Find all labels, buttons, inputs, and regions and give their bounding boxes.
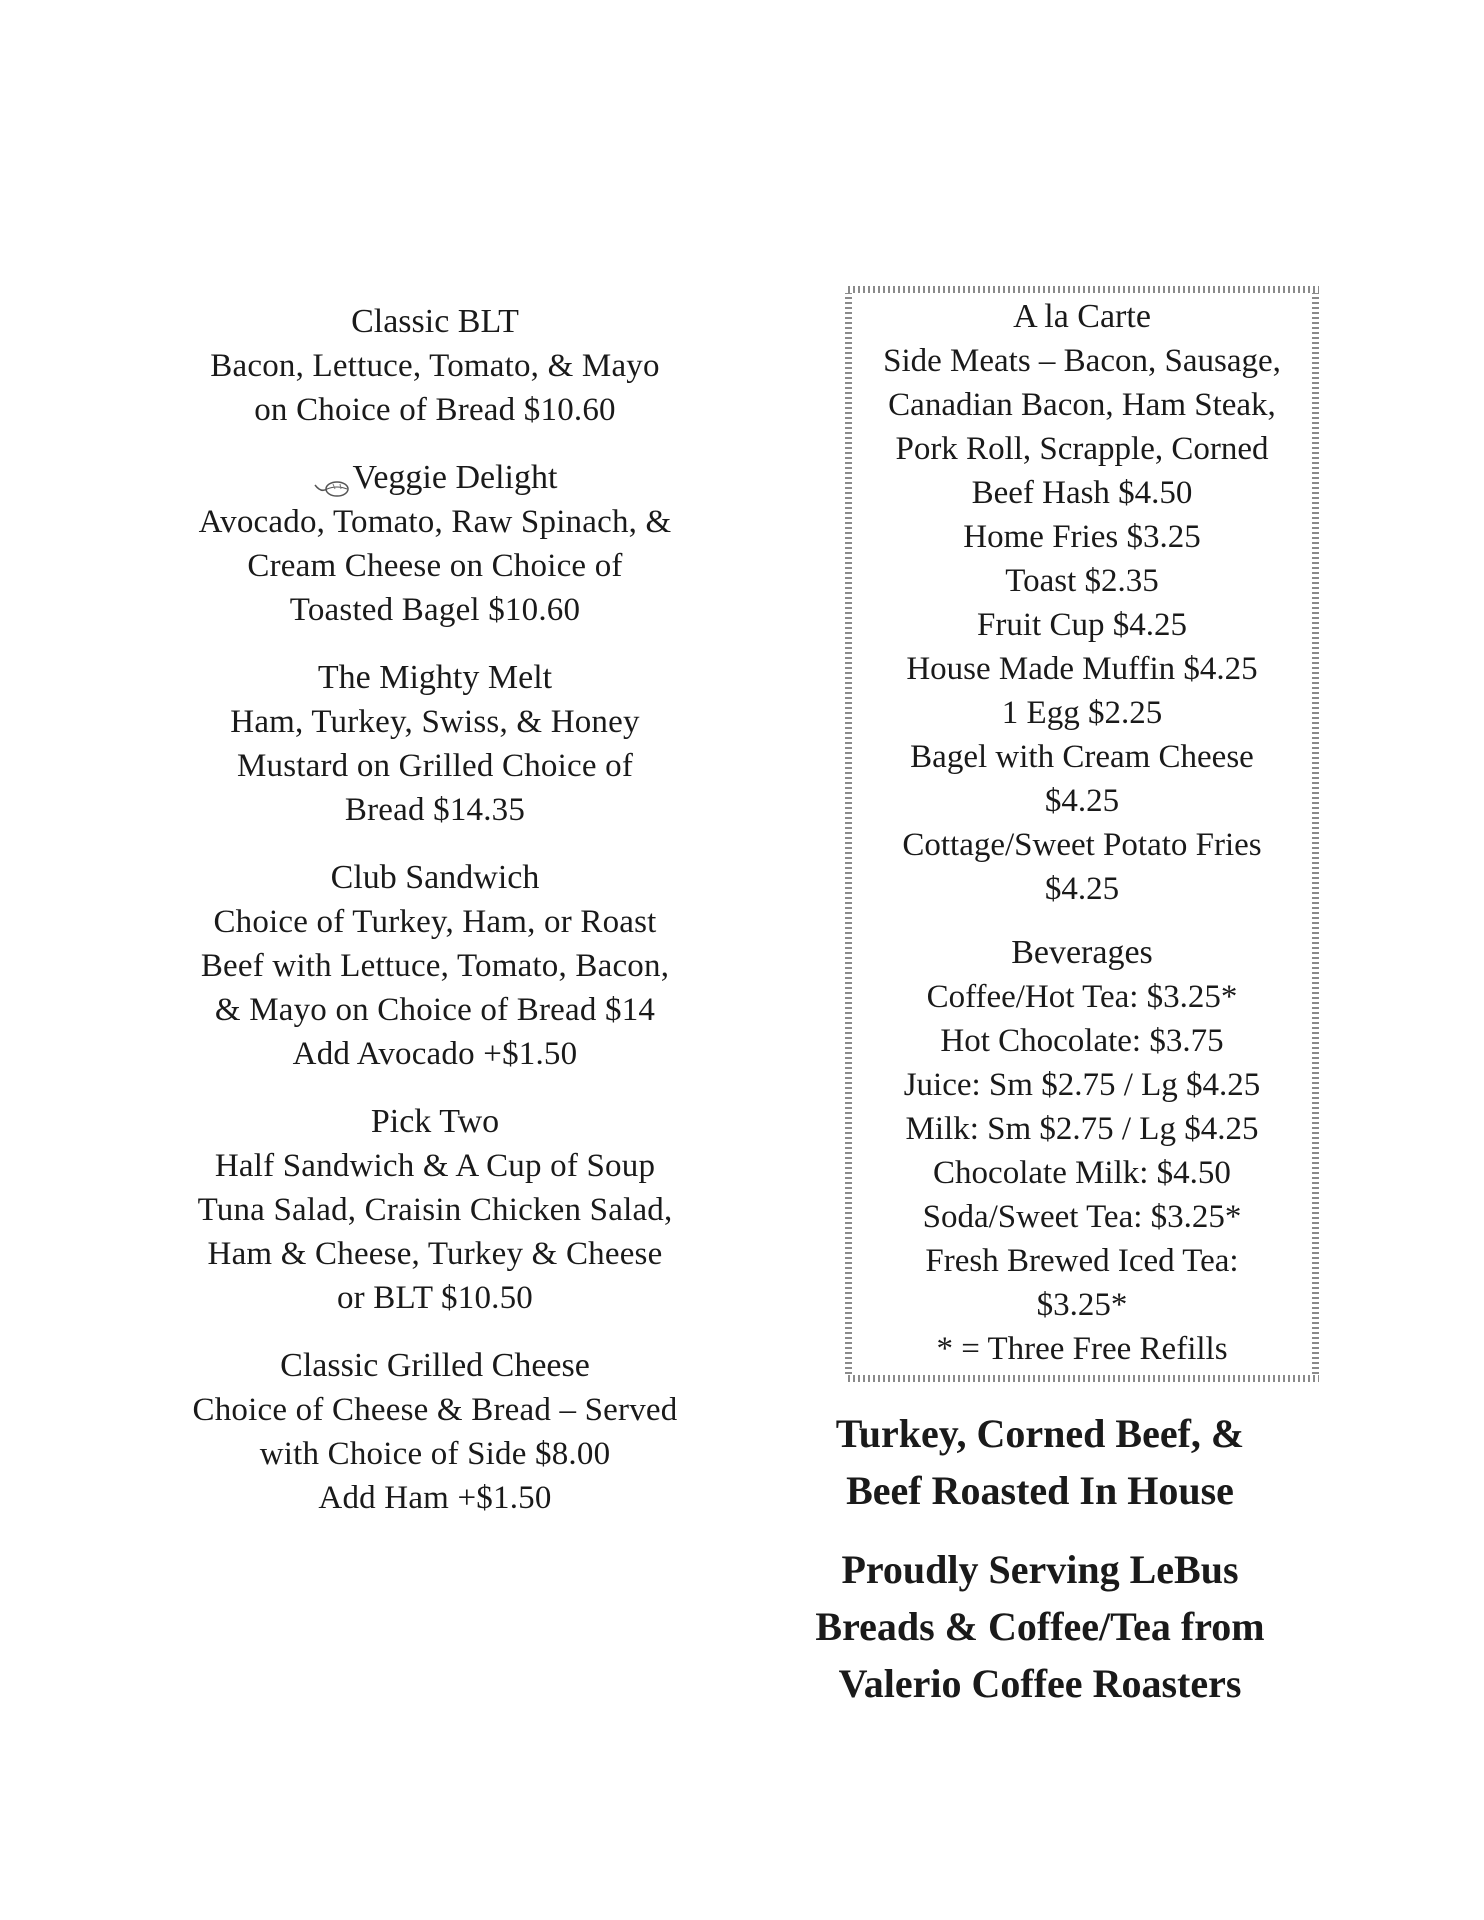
beverage-line: Milk: Sm $2.75 / Lg $4.25 — [905, 1111, 1259, 1147]
beverage-line: Chocolate Milk: $4.50 — [933, 1155, 1231, 1191]
item-description: with Choice of Side $8.00 — [259, 1436, 611, 1472]
a-la-carte-line: Beef Hash $4.50 — [971, 475, 1193, 511]
beverage-line: Fresh Brewed Iced Tea: — [925, 1243, 1239, 1279]
item-description: Ham & Cheese, Turkey & Cheese — [207, 1236, 663, 1272]
a-la-carte-line: $4.25 — [1044, 783, 1120, 819]
a-la-carte-line: Toast $2.35 — [1005, 563, 1159, 599]
item-description: Cream Cheese on Choice of — [247, 548, 623, 584]
house-notes — [780, 1405, 1300, 1734]
item-description: Choice of Cheese & Bread – Served — [192, 1392, 678, 1428]
item-description: Choice of Turkey, Ham, or Roast — [213, 904, 657, 940]
item-description: & Mayo on Choice of Bread $14 — [214, 992, 656, 1028]
a-la-carte-line: Pork Roll, Scrapple, Corned — [895, 431, 1269, 467]
item-description: Half Sandwich & A Cup of Soup — [214, 1148, 656, 1184]
beverages-title: Beverages — [1011, 934, 1153, 971]
item-description: Beef with Lettuce, Tomato, Bacon, — [200, 948, 670, 984]
item-title: Pick Two — [370, 1103, 500, 1140]
a-la-carte-line: Fruit Cup $4.25 — [977, 607, 1187, 643]
a-la-carte-title: A la Carte — [1013, 298, 1151, 335]
a-la-carte-line: House Made Muffin $4.25 — [906, 651, 1258, 687]
a-la-carte-line: Cottage/Sweet Potato Fries — [902, 827, 1262, 863]
item-title: Classic Grilled Cheese — [280, 1347, 590, 1384]
a-la-carte-line: Canadian Bacon, Ham Steak, — [888, 387, 1276, 423]
a-la-carte-line: Bagel with Cream Cheese — [910, 739, 1254, 775]
menu-item-club-sandwich — [130, 856, 740, 1076]
refills-note: * = Three Free Refills — [936, 1331, 1228, 1367]
a-la-carte-line: Side Meats – Bacon, Sausage, — [883, 343, 1281, 379]
a-la-carte-box — [845, 286, 1319, 1382]
item-description: or BLT $10.50 — [336, 1280, 534, 1316]
menu-item-mighty-melt — [130, 656, 740, 832]
beverage-line: Hot Chocolate: $3.75 — [940, 1023, 1224, 1059]
item-title: Classic BLT — [351, 303, 519, 340]
menu-item-veggie-delight — [130, 456, 740, 632]
item-description: Toasted Bagel $10.60 — [289, 592, 581, 628]
suppliers-note: Proudly Serving LeBus Breads & Coffee/Tea from Valerio Coffee Roasters — [815, 1547, 1265, 1706]
item-description: Add Ham +$1.50 — [318, 1480, 552, 1516]
item-title: The Mighty Melt — [317, 659, 553, 696]
item-description: Tuna Salad, Craisin Chicken Salad, — [197, 1192, 673, 1228]
item-title: Veggie Delight — [352, 459, 558, 496]
a-la-carte-line: Home Fries $3.25 — [963, 519, 1201, 555]
menu-item-classic-grilled-cheese — [130, 1344, 740, 1520]
menu-item-pick-two — [130, 1100, 740, 1320]
roasted-in-house-note: Turkey, Corned Beef, & Beef Roasted In House — [835, 1411, 1245, 1513]
item-description: on Choice of Bread $10.60 — [254, 392, 616, 428]
item-description: Mustard on Grilled Choice of — [236, 748, 634, 784]
vegetarian-leaf-icon — [313, 467, 351, 487]
item-description: Bread $14.35 — [344, 792, 526, 828]
beverage-line: Coffee/Hot Tea: $3.25* — [926, 979, 1238, 1015]
item-description: Bacon, Lettuce, Tomato, & Mayo — [210, 348, 660, 384]
beverage-line: Soda/Sweet Tea: $3.25* — [922, 1199, 1242, 1235]
item-description: Avocado, Tomato, Raw Spinach, & — [198, 504, 672, 540]
beverage-line: $3.25* — [1036, 1287, 1128, 1323]
sandwich-menu-column — [130, 300, 740, 1544]
menu-item-classic-blt — [130, 300, 740, 432]
a-la-carte-line: 1 Egg $2.25 — [1001, 695, 1163, 731]
beverage-line: Juice: Sm $2.75 / Lg $4.25 — [903, 1067, 1261, 1103]
item-title: Club Sandwich — [330, 859, 540, 896]
a-la-carte-line: $4.25 — [1044, 871, 1120, 907]
item-description: Ham, Turkey, Swiss, & Honey — [230, 704, 640, 740]
item-description: Add Avocado +$1.50 — [292, 1036, 578, 1072]
